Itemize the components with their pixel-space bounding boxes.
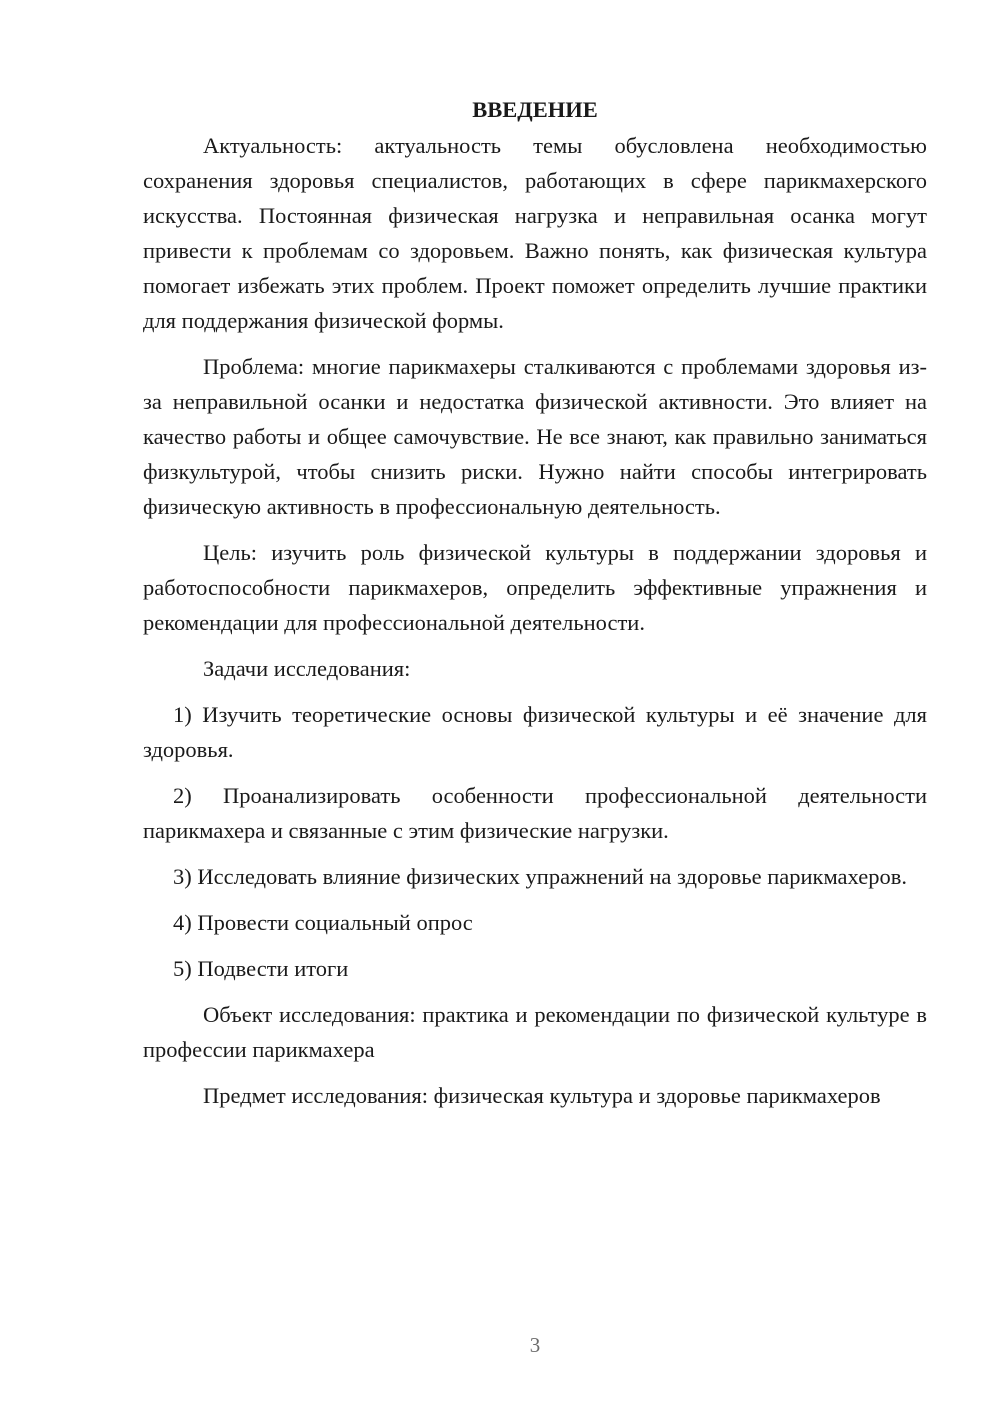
task-item-4: 4) Провести социальный опрос [173, 910, 473, 935]
page-number: 3 [529, 1333, 541, 1357]
paragraph-goal: Цель: изучить роль физической культуры в поддержании здоровья и работоспособности парикмахеров, определить эффективные упражнения и рекомендации для профессиональной деятельности. [143, 540, 927, 635]
paragraph-problem: Проблема: многие парикмахеры сталкиваются с проблемами здоровья из-за неправильной осанки и недостатка физической активности. Это влияет на качество работы и общее самочувствие. Не все знают, как правильно заниматься физкультурой, чтобы снизить риски. Нужно найти способы интегрировать физическую активность в профессиональную деятельность. [143, 354, 927, 519]
task-item-3: 3) Исследовать влияние физических упражнений на здоровье парикмахеров. [173, 864, 907, 889]
paragraph-relevance: Актуальность: актуальность темы обусловлена необходимостью сохранения здоровья специалистов, работающих в сфере парикмахерского искусства. Постоянная физическая нагрузка и неправильная осанка могут привести к проблемам со здоровьем. Важно понять, как физическая культура помогает избежать этих проблем. Проект поможет определить лучшие практики для поддержания физической формы. [143, 133, 927, 333]
paragraph-subject: Предмет исследования: физическая культура и здоровье парикмахеров [203, 1083, 881, 1108]
task-item-1: 1) Изучить теоретические основы физической культуры и её значение для здоровья. [143, 702, 927, 762]
page-title: ВВЕДЕНИЕ [472, 97, 598, 122]
paragraph-object: Объект исследования: практика и рекомендации по физической культуре в профессии парикмахера [143, 1002, 927, 1062]
page-body [143, 92, 927, 1124]
task-item-5: 5) Подвести итоги [173, 956, 349, 981]
tasks-heading: Задачи исследования: [203, 656, 411, 681]
task-item-2: 2) Проанализировать особенности профессиональной деятельности парикмахера и связанные с этим физические нагрузки. [143, 783, 927, 843]
